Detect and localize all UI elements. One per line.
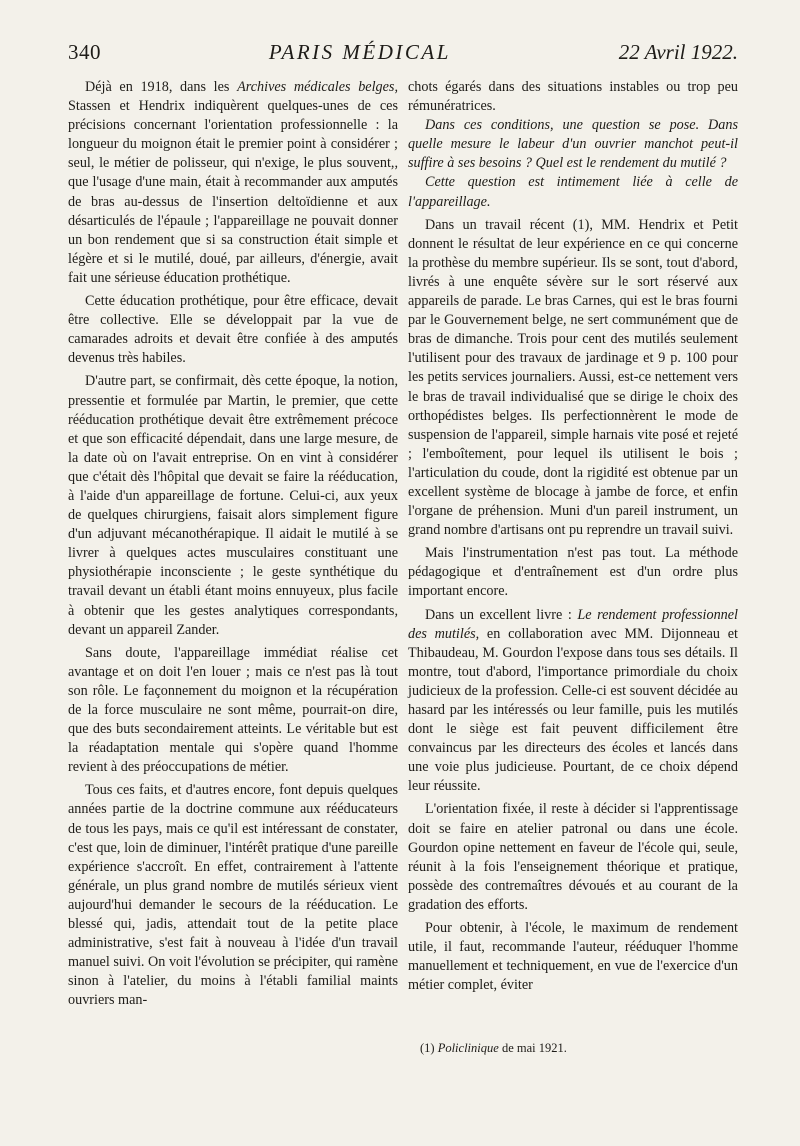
text-run: Stassen et Hendrix indiquèrent quelques-unes de ces précisions concernant l'orientation professionnelle : la longueur du moignon était le premier point à considérer ; seul, le métier de polisseur, qui n'exige, le plus souvent,, que l'usage d'une main, était à recommander aux amputés de bras au-dessus de l'insertion deltoïdienne et aux désarticulés de l'épaule ; l'appareillage ne pouvait donner un bon rendement que si sa construction était simple et légère et si le mutilé, doué, par ailleurs, d'énergie, avait fait une sérieuse éducation prothétique. <box>68 98 398 286</box>
paragraph-right-1: chots égarés dans des situations instables ou trop peu rémunératrices. <box>408 79 738 115</box>
paragraph-left-3: D'autre part, se confirmait, dès cette époque, la notion, pressentie et formulée par Martin, le premier, que cette rééducation prothétique devait être extrêmement précoce et que son efficacité dépendait, dans une large mesure, de la date où on l'avait entreprise. On en vint à considérer que c'était dès l'hôpital que devait se faire la rééducation, à l'aide d'un appareillage de fortune. Celui-ci, aux yeux de quelques chirurgiens, faisait alors simplement figure d'un adjuvant mécanothérapique. Il aidait le mutilé à se livrer à quelques actes musculaires constituant une physiothérapie inconsciente ; le geste synthétique du travail devant un établi étant moins ennuyeux, plus facile à obtenir que les gestes analytiques correspondants, devant un appareil Zander. <box>68 373 398 638</box>
footnote-text: de mai 1921. <box>498 1041 567 1055</box>
paragraph-left-4: Sans doute, l'appareillage immédiat réalise cet avantage et on doit l'en louer ; mais ce n'est pas là tout son rôle. Le façonnement du moignon et la récupération de la force musculaire ne sont même, pourrait-on dire, que des buts secondairement atteints. Le véritable but est la réadaptation mentale qui s'opère quand l'homme revient à des préoccupations de métier. <box>68 644 398 776</box>
footnote <box>420 1040 567 1056</box>
paragraph-right-6 <box>408 606 738 797</box>
book-title: Le rendement professionnel des mutilés, <box>408 606 738 642</box>
paragraph-left-1 <box>68 78 398 288</box>
text-run: en collaboration avec MM. Dijonneau et Thibaudeau, M. Gourdon l'expose dans tous ses détails. Il montre, tout d'abord, l'importance primordiale du choix judicieux de la profession. Celle-ci est souvent décidée au hasard par les intéressés ou leur famille, puis les mutilés dont le siège est fait peuvent difficilement être convaincus par les directeurs des écoles et lancés dans une voie plus judicieuse. Pourtant, de ce choix dépend leur réussite. <box>408 625 738 795</box>
page-header <box>68 40 738 70</box>
paragraph-right-3: Cette question est intimement liée à celle de l'appareillage. <box>408 174 738 210</box>
paragraph-left-5: Tous ces faits, et d'autres encore, font depuis quelques années partie de la doctrine commune aux rééducateurs de tous les pays, mais ce qu'il est intéressant de constater, c'est que, loin de diminuer, l'intérêt pratique d'une pareille expérience s'accroît. En effet, contrairement à l'attente générale, un plus grand nombre de mutilés sérieux vient aujourd'hui demander le secours de la rééducation. Le blessé qui, jadis, attendait tout de la petite place administrative, s'est fait à nouveau à l'idée d'un travail manuel suivi. On voit l'évolution se précipiter, qui ramène sinon à l'atelier, du moins à l'établi familial maints ouvriers man- <box>68 782 398 1009</box>
text-run: Déjà en 1918, dans les <box>85 79 238 95</box>
paragraph-left-2: Cette éducation prothétique, pour être efficace, devait être collective. Elle se développait par la vue de camarades adroits et devait être confiée à des amputés devenus très habiles. <box>68 293 398 367</box>
text-run: Dans un excellent livre : <box>425 606 578 623</box>
paragraph-right-2: Dans ces conditions, une question se pose. Dans quelle mesure le labeur d'un ouvrier manchot peut-il suffire à ses besoins ? Quel est le rendement du mutilé ? <box>408 117 738 172</box>
page-number: 340 <box>68 40 101 64</box>
paragraph-right-7: L'orientation fixée, il reste à décider si l'apprentissage doit se faire en atelier patronal ou dans une école. Gourdon opine nettement en faveur de l'école qui, seule, réunit à la fois l'enseignement théorique et pratique, possède des contremaîtres dévoués et au courant de la gradation des efforts. <box>408 801 738 913</box>
paragraph-right-8: Pour obtenir, à l'école, le maximum de rendement utile, il faut, recommande l'auteur, rééduquer l'homme manuellement et techniquement, en vue de l'exercice d'un métier complet, éviter <box>408 920 738 994</box>
paragraph-right-5: Mais l'instrumentation n'est pas tout. La méthode pédagogique et d'entraînement est d'un ordre plus important encore. <box>408 545 738 600</box>
journal-title: PARIS MÉDICAL <box>268 40 451 64</box>
left-column <box>68 78 398 1011</box>
right-column <box>408 78 738 995</box>
footnote-mark: (1) <box>420 1041 438 1055</box>
footnote-source: Policlinique <box>437 1041 499 1055</box>
journal-citation: Archives médicales belges, <box>237 79 398 95</box>
issue-date: 22 Avril 1922. <box>618 40 738 64</box>
paragraph-right-4: Dans un travail récent (1), MM. Hendrix et Petit donnent le résultat de leur expérience en ce qui concerne la prothèse du membre supérieur. Ils se sont, tout d'abord, livrés à une enquête sévère sur le sort réservé aux appareils de parade. Le bras Carnes, qui est le bras fourni par le Gouvernement belge, ne sert communément que de bras de dimanche. Trois pour cent des mutilés seulement l'utilisent pour des travaux de jardinage et 9 p. 100 pour les petits services journaliers. Aussi, est-ce nettement vers le bras de travail individualisé que se dirige le choix des orthopédistes belges. Ils perfectionnèrent le mode de suspension de l'appareil, simple harnais vite posé et rejeté ; l'emboîtement, pour lequel ils utilisent le bois ; l'articulation du coude, dont la rigidité est obtenue par un excellent système de blocage à jambe de force, et enfin l'organe de préhension. Muni d'un pareil instrument, un grand nombre d'artisans ont pu reprendre un travail suivi. <box>408 216 738 539</box>
